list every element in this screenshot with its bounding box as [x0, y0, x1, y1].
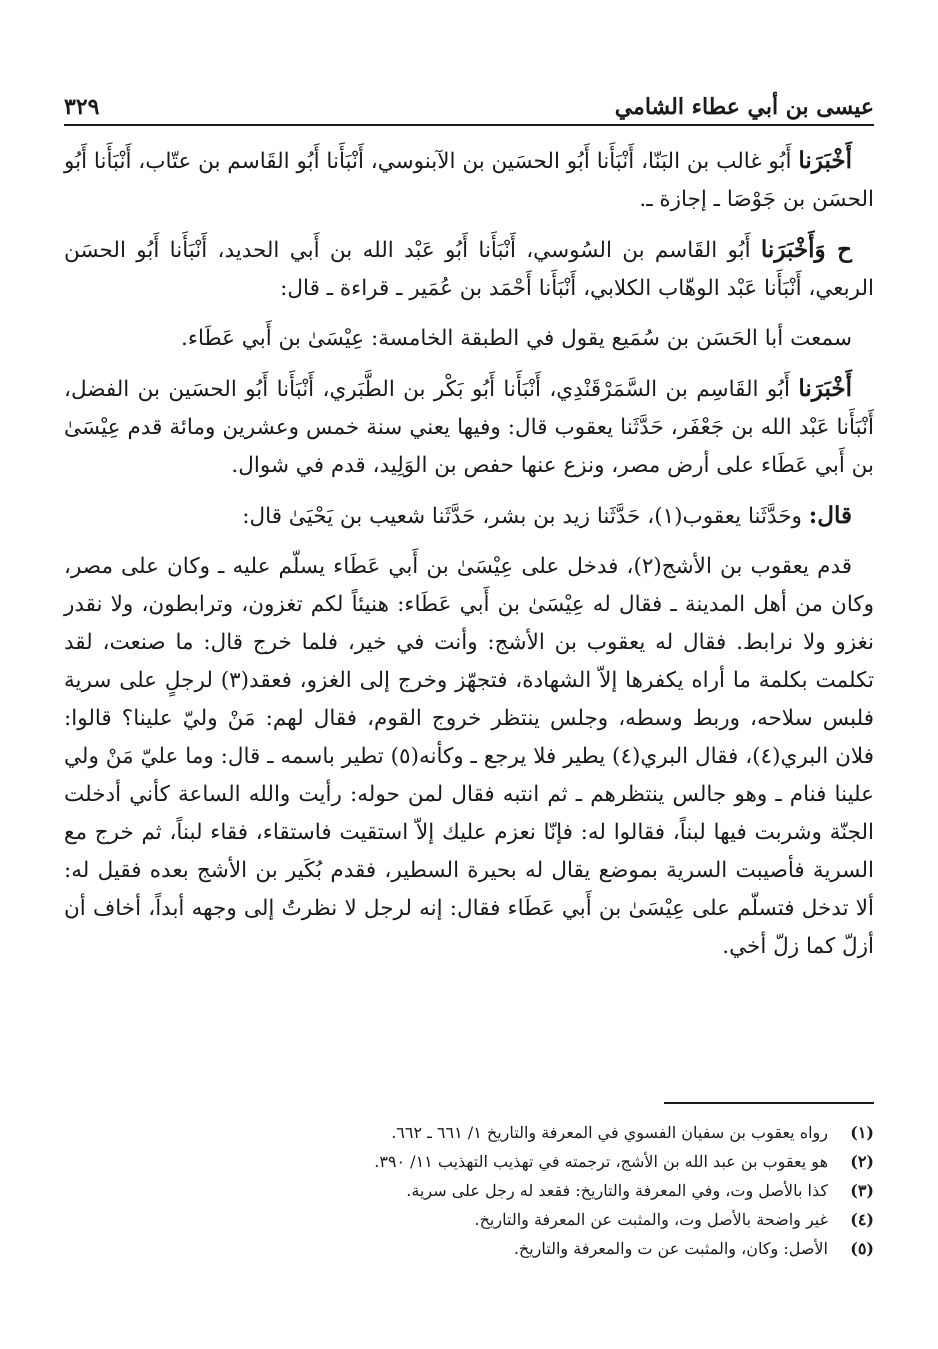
paragraph: [64, 142, 874, 219]
footnote: [64, 1176, 874, 1205]
paragraph-text: قدم يعقوب بن الأشج(٢)، فدخل على عِيْسَىٰ بن أَبي عَطَاء يسلّم عليه ـ وكان على مصر، وكان من أهل المدينة ـ فقال له عِيْسَىٰ بن أَبي عَطَاء: هنيئاً لكم تغزون، وترابطون، ولا نقدر نغزو ولا نرابط. فقال له يعقوب بن الأشج: وأنت في خير، فلما خرج قال: ما صنعت، لقد تكلمت بكلمة ما أراه يكفرها إلاّ الشهادة، فتجهّز وخرج إلى الغزو، فعقد(٣) لرجلٍ على سرية فلبس سلاحه، وربط وسطه، وجلس ينتظر خروج القوم، فقال لهم: مَنْ وليّ علينا؟ قالوا: فلان البري(٤)، فقال البري(٤) يطير فلا يرجع ـ وكأنه(٥) تطير باسمه ـ قال: وما عليّ مَنْ ولي علينا فنام ـ وهو جالس ينتظرهم ـ ثم انتبه فقال لمن حوله: رأيت والله الساعة كأني أدخلت الجنّة وشربت فيها لبناً، فقالوا له: فإنّا نعزم عليك إلاّ استقيت فاستقاء، فقاء لبناً، ثم خرج مع السرية فأصيبت السرية بموضع يقال له بحيرة السطير، فقدم بُكَير بن الأشج بعده فقيل له: ألا تدخل فتسلّم على عِيْسَىٰ بن أَبي عَطَاء فقال: إنه لرجل لا نظرتُ إلى وجهه أبداً، أخاف أن أزلّ كما زلّ أخي.: [64, 554, 874, 959]
main-text: [64, 142, 874, 978]
paragraph-text: أَبُو القَاسِم بن السَّمَرْقَنْدِي، أَنْبَأَنا أَبُو بَكْر بن الطَّبَري، أَنْبَأَنا أَبُو الحسَين بن الفضل، أَنْبَأَنا عَبْد الله بن جَعْفَر، حَدَّثَنا يعقوب قال: وفيها يعني سنة خمس وعشرين ومائة قدم عِيْسَىٰ بن أَبي عَطَاء على أرض مصر، ونزع عنها حفص بن الوَلِيد، قدم في شوال.: [64, 377, 874, 478]
footnote-text: الأصل: وكان، والمثبت عن ت والمعرفة والتاريخ.: [513, 1239, 828, 1258]
paragraph-lead: أَخْبَرَنا: [798, 147, 852, 174]
footnote: [64, 1205, 874, 1234]
paragraph-lead: قال:: [808, 502, 852, 529]
page-header: [64, 80, 874, 126]
paragraph: [64, 320, 874, 358]
footnote-number: (٢): [850, 1152, 874, 1171]
paragraph: [64, 370, 874, 485]
footnote-text: غير واضحة بالأصل وت، والمثبت عن المعرفة والتاريخ.: [474, 1210, 828, 1229]
footnote-text: رواه يعقوب بن سفيان الفسوي في المعرفة والتاريخ ١/ ٦٦١ ـ ٦٦٢.: [391, 1123, 828, 1142]
paragraph: [64, 548, 874, 966]
running-title: عيسى بن أبي عطاء الشامي: [614, 94, 874, 120]
paragraph-lead: ح وَأَخْبَرَنا: [760, 236, 853, 263]
paragraph-text: أَبُو القَاسم بن السُوسي، أَنْبَأَنا أَبُو عَبْد الله بن أَبي الحديد، أَنْبَأَنا أَبُو الحسَن الربعي، أَنْبَأَنا عَبْد الوهّاب الكلابي، أَنْبَأَنا أَحْمَد بن عُمَير ـ قراءة ـ قال:: [64, 238, 874, 301]
footnote-text: هو يعقوب بن عبد الله بن الأشج، ترجمته في تهذيب التهذيب ١١/ ٣٩٠.: [374, 1152, 828, 1171]
footnotes: [64, 1118, 874, 1263]
footnote-number: (٤): [850, 1210, 874, 1229]
paragraph-text: وحَدَّثَنا يعقوب(١)، حَدَّثَنا زيد بن بشر، حَدَّثَنا شعيب بن يَحْيَىٰ قال:: [242, 504, 809, 529]
page-number: ٣٢٩: [64, 94, 100, 120]
footnote-text: كذا بالأصل وت، وفي المعرفة والتاريخ: فقعد له رجل على سرية.: [406, 1181, 828, 1200]
footnote-number: (٣): [850, 1181, 874, 1200]
paragraph: [64, 497, 874, 536]
paragraph-text: أَبُو غالب بن البَنّا، أَنْبَأَنا أَبُو الحسَين بن الآبنوسي، أَنْبَأَنا أَبُو القَاسم بن عتّاب، أَنْبَأَنا أَبُو الحسَن بن جَوْصَا ـ إجازة ـ.: [64, 149, 874, 212]
footnote-number: (٥): [850, 1239, 874, 1258]
paragraph-lead: أَخْبَرَنا: [798, 375, 852, 402]
footnote: [64, 1118, 874, 1147]
footnote-separator: [664, 1102, 874, 1104]
paragraph-text: سمعت أبا الحَسَن بن سُمَيع يقول في الطبقة الخامسة: عِيْسَىٰ بن أَبي عَطَاء.: [181, 326, 852, 351]
footnote: [64, 1234, 874, 1263]
paragraph: [64, 231, 874, 308]
footnote: [64, 1147, 874, 1176]
footnote-number: (١): [850, 1123, 874, 1142]
